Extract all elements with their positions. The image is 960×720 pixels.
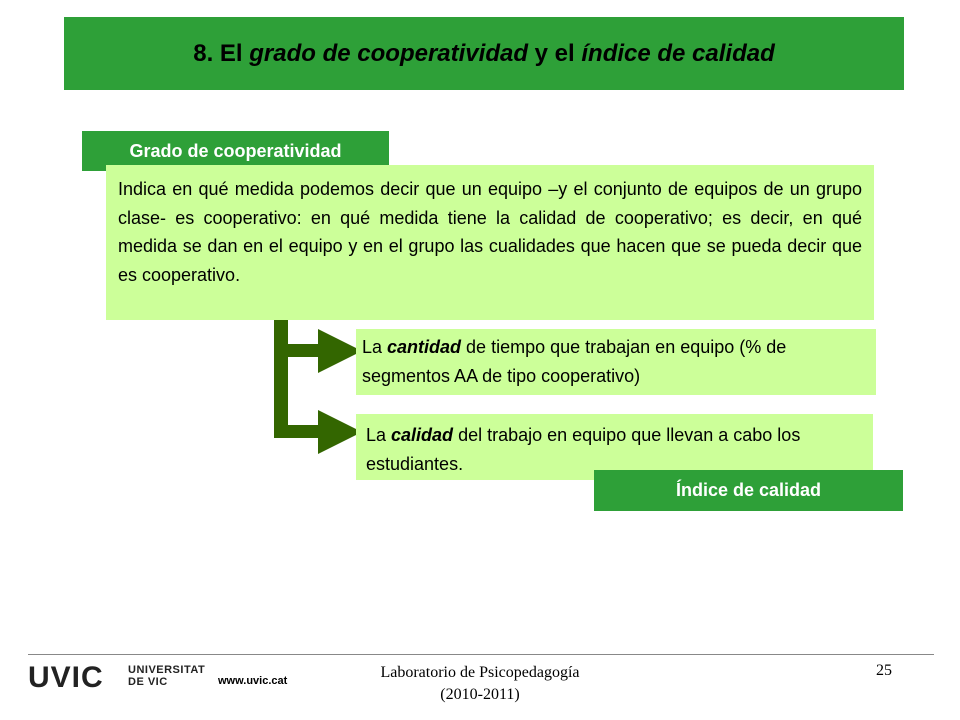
footer-divider (28, 654, 934, 655)
title-banner (64, 17, 904, 90)
calidad-prefix: La (366, 425, 392, 445)
tag-grado-cooperatividad: Grado de cooperatividad (82, 131, 389, 171)
logo-main-text: UVIC (28, 661, 104, 694)
title-part-2: grado de cooperatividad (249, 39, 528, 67)
cantidad-suffix: de tiempo que trabajan en equipo (% de segmentos AA de tipo cooperativo) (362, 337, 787, 386)
calidad-suffix: del trabajo en equipo que llevan a cabo los estudiantes. (366, 425, 801, 474)
title-part-4: índice de calidad (581, 39, 775, 67)
title-part-1: 8. El (193, 39, 250, 67)
calidad-keyword: calidad (391, 425, 454, 445)
uvic-logo (28, 661, 208, 694)
page-title (193, 40, 775, 68)
description-box: Indica en qué medida podemos decir que un equipo –y el conjunto de equipos de un grupo clase- es cooperativo: en qué medida tiene la calidad de cooperativo; es decir, en qué medida se dan en el equipo y en el grupo las cualidades que hacen que se pueda decir que es cooperativo. (106, 165, 874, 320)
website-link[interactable]: www.uvic.cat (218, 675, 288, 687)
logo-sub-line-1: UNIVERSITAT (128, 664, 206, 676)
footer-caption-line-1: Laboratorio de Psicopedagogía (380, 664, 580, 681)
logo-sub-line-2: DE VIC (128, 676, 168, 688)
title-part-3: y el (527, 39, 582, 67)
tag-indice-calidad: Índice de calidad (594, 470, 903, 511)
connector-horizontal-1 (274, 344, 322, 357)
cantidad-keyword: cantidad (387, 337, 462, 357)
cantidad-prefix: La (362, 337, 388, 357)
footer-caption (330, 662, 630, 706)
logo-sub-text (128, 664, 205, 688)
footer-caption-line-2: (2010-2011) (440, 686, 520, 703)
cantidad-box (356, 329, 876, 395)
page-number: 25 (876, 662, 892, 679)
connector-vertical (274, 318, 288, 438)
connector-horizontal-2 (274, 425, 322, 438)
